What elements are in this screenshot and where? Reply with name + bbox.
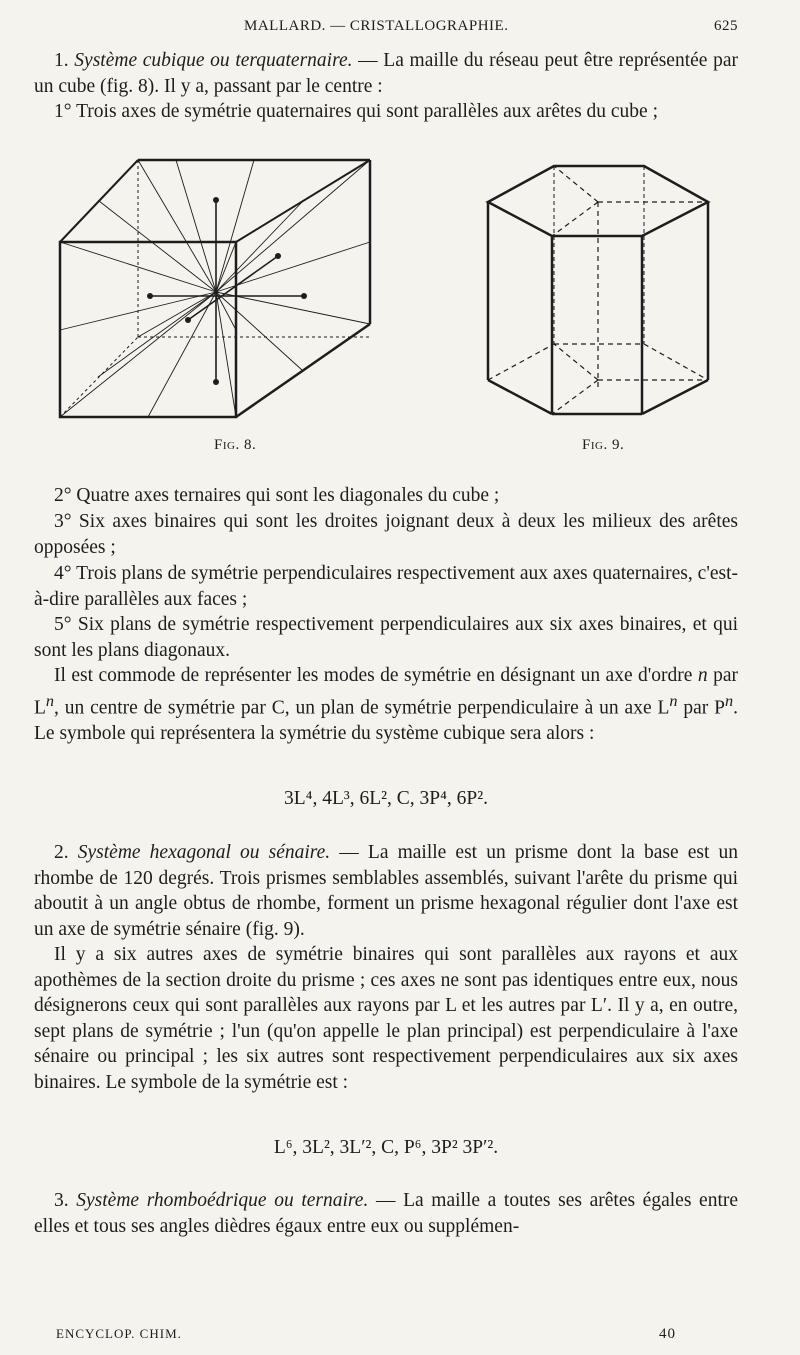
section-3-intro xyxy=(34,1188,738,1239)
notation-exponent-n: n xyxy=(45,691,55,710)
notation-paragraph xyxy=(34,663,738,746)
section-1-number: 1. xyxy=(54,50,69,71)
hexagonal-paragraph: Il y a six autres axes de symétrie binaires qui sont parallèles aux rayons et aux apothèmes de la section droite du prisme ; ces axes ne sont pas identiques entre eux, nous désignerons ceux qui sont parallèles aux rayons par L et les autres par L′. Il y a, en outre, sept plans de symétrie ; l'un (qu'on appelle le plan principal) est perpendiculaire à l'axe sénaire ou principal ; les six autres sont respectivement perpendiculaires aux six axes binaires. Le symbole de la symétrie est : xyxy=(34,944,738,1093)
section-3-title: Système rhomboédrique ou ternaire. xyxy=(76,1190,369,1211)
notation-n: n xyxy=(697,665,708,686)
figure-8-caption: Fig. 8. xyxy=(214,437,257,453)
hexagonal-prism-diagram xyxy=(484,152,716,427)
section-3-text: — La maille a toutes ses arêtes égales entre elles et tous ses angles dièdres égaux entre eux ou supplémen- xyxy=(34,1190,739,1237)
figure-9-caption: Fig. 9. xyxy=(582,437,625,453)
page xyxy=(34,0,738,1355)
section-2-intro xyxy=(34,840,738,942)
running-header xyxy=(34,14,738,38)
page-number: 625 xyxy=(714,18,738,34)
section-2-title: Système hexagonal ou sénaire. xyxy=(77,842,331,863)
cube-axes-diagram xyxy=(56,152,396,422)
list-item-2: 2° Quatre axes ternaires qui sont les diagonales du cube ; xyxy=(54,485,500,506)
notation-part-4: par P xyxy=(677,697,725,719)
section-1-intro xyxy=(34,48,738,99)
list-item-1: 1° Trois axes de symétrie quaternaires qui sont parallèles aux arêtes du cube ; xyxy=(54,101,659,122)
list-item-5: 5° Six plans de symétrie respectivement perpendiculaires aux six axes binaires, et qui sont les plans diagonaux. xyxy=(34,614,738,661)
formula-cubic: 3L⁴, 4L³, 6L², C, 3P⁴, 6P². xyxy=(284,788,488,809)
list-item-4: 4° Trois plans de symétrie perpendiculaires respectivement aux axes quaternaires, c'est-à-dire parallèles aux faces ; xyxy=(34,563,738,610)
list-item-3: 3° Six axes binaires qui sont les droites joignant deux à deux les milieux des arêtes opposées ; xyxy=(34,511,738,558)
figure-9-hexagonal-prism xyxy=(484,152,716,427)
notation-part-1: Il est commode de représenter les modes de symétrie en désignant un axe d'ordre xyxy=(54,665,698,686)
sheet-number: 40 xyxy=(659,1326,676,1342)
section-2-text: — La maille est un prisme dont la base est un rhombe de 120 degrés. Trois prismes semblables assemblés, suivant l'arête du prisme qui aboutit à un angle obtus de rhombe, forment un prisme hexagonal régulier dont l'axe est un axe de symétrie sénaire (fig. 9). xyxy=(34,842,739,940)
notation-part-5: . Le symbole qui représentera la symétrie du système cubique sera alors : xyxy=(34,697,738,744)
section-3-number: 3. xyxy=(54,1190,69,1211)
notation-exponent-n-3: n xyxy=(725,691,734,710)
signature-mark: ENCYCLOP. CHIM. xyxy=(56,1326,182,1341)
notation-exponent-n-2: n xyxy=(669,691,678,710)
formula-hexagonal: L⁶, 3L², 3L′², C, P⁶, 3P² 3P′². xyxy=(273,1137,499,1158)
running-title: MALLARD. — CRISTALLOGRAPHIE. xyxy=(244,18,509,34)
notation-part-3: , un centre de symétrie par C, un plan de symétrie perpendiculaire à un axe L xyxy=(54,697,670,719)
notation-part-2: par L xyxy=(34,665,738,719)
section-2-number: 2. xyxy=(54,842,69,863)
section-1-text: — La maille du réseau peut être représentée par un cube (fig. 8). Il y a, passant par le centre : xyxy=(34,50,739,97)
section-1-title: Système cubique ou terquaternaire. xyxy=(74,50,353,71)
figure-8-cube xyxy=(56,152,396,422)
